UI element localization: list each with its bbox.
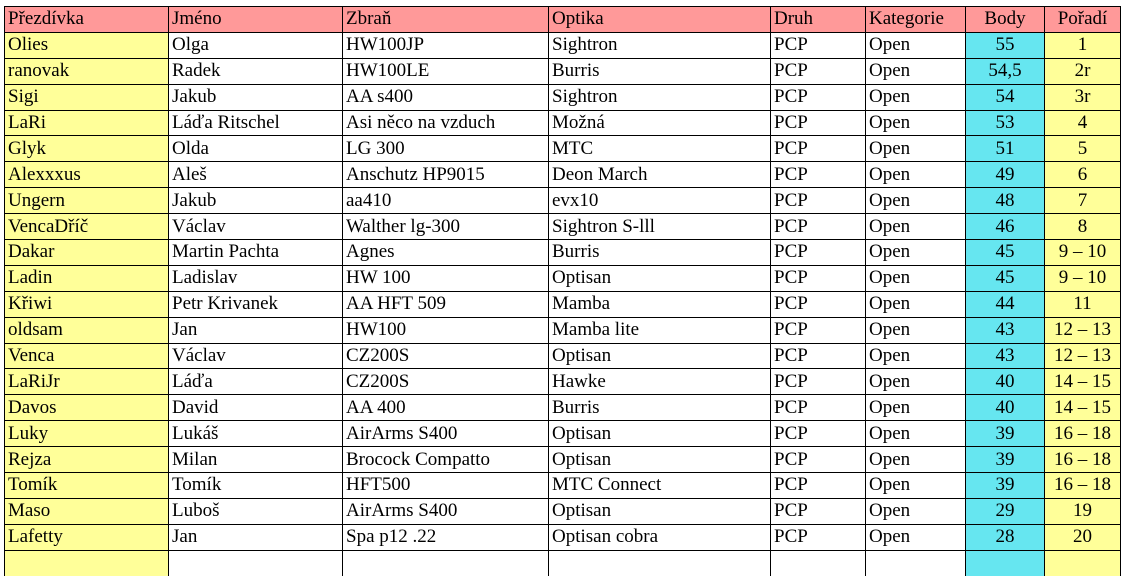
cell-category: Open <box>866 32 966 58</box>
cell-points: 39 <box>966 473 1045 499</box>
cell-name: Václav <box>169 343 343 369</box>
cell-points: 43 <box>966 317 1045 343</box>
header-rank: Pořadí <box>1045 7 1121 33</box>
cell-gun: AA HFT 509 <box>343 291 549 317</box>
cell-points: 40 <box>966 395 1045 421</box>
cell-nickname: Ungern <box>5 188 169 214</box>
cell-category: Open <box>866 498 966 524</box>
cell-gun: Anschutz HP9015 <box>343 162 549 188</box>
table-row <box>5 317 1121 343</box>
cell-type: PCP <box>771 58 866 84</box>
cell-points: 49 <box>966 162 1045 188</box>
cell-name: Milan <box>169 447 343 473</box>
cell-type: PCP <box>771 240 866 266</box>
cell-points: 43 <box>966 343 1045 369</box>
cell-gun: AA 400 <box>343 395 549 421</box>
cell-points: 55 <box>966 32 1045 58</box>
table-row <box>5 162 1121 188</box>
cell-name: Aleš <box>169 162 343 188</box>
table-row <box>5 395 1121 421</box>
cell-name: Petr Krivanek <box>169 291 343 317</box>
cell-gun: HFT500 <box>343 473 549 499</box>
cell-nickname: LaRiJr <box>5 369 169 395</box>
cell-points: 51 <box>966 136 1045 162</box>
cell-type: PCP <box>771 188 866 214</box>
cell-category: Open <box>866 58 966 84</box>
results-body <box>5 32 1121 575</box>
cell-gun: Agnes <box>343 240 549 266</box>
cell-type: PCP <box>771 214 866 240</box>
cell-optics: Sightron S-lll <box>549 214 771 240</box>
results-table <box>4 6 1121 576</box>
cell-nickname: VencaDříč <box>5 214 169 240</box>
cell-gun: aa410 <box>343 188 549 214</box>
cell-nickname: Sigi <box>5 84 169 110</box>
header-row <box>5 7 1121 33</box>
cell-name: Láďa <box>169 369 343 395</box>
cell-type <box>771 550 866 575</box>
cell-rank: 5 <box>1045 136 1121 162</box>
cell-name: Lukáš <box>169 421 343 447</box>
table-row <box>5 136 1121 162</box>
cell-points: 29 <box>966 498 1045 524</box>
cell-type: PCP <box>771 369 866 395</box>
cell-name: Jan <box>169 524 343 550</box>
cell-points: 45 <box>966 265 1045 291</box>
cell-nickname: Ladin <box>5 265 169 291</box>
cell-type: PCP <box>771 32 866 58</box>
cell-optics: Možná <box>549 110 771 136</box>
cell-name: Jan <box>169 317 343 343</box>
cell-gun: AA s400 <box>343 84 549 110</box>
cell-rank: 4 <box>1045 110 1121 136</box>
table-row <box>5 58 1121 84</box>
header-type: Druh <box>771 7 866 33</box>
cell-category: Open <box>866 188 966 214</box>
cell-name: Tomík <box>169 473 343 499</box>
cell-rank: 12 – 13 <box>1045 343 1121 369</box>
cell-rank: 16 – 18 <box>1045 447 1121 473</box>
cell-points: 39 <box>966 421 1045 447</box>
cell-optics: Optisan <box>549 343 771 369</box>
cell-optics: Optisan <box>549 265 771 291</box>
cell-rank: 8 <box>1045 214 1121 240</box>
cell-nickname: Tomík <box>5 473 169 499</box>
cell-optics: Deon March <box>549 162 771 188</box>
cell-nickname: Luky <box>5 421 169 447</box>
cell-optics: Hawke <box>549 369 771 395</box>
cell-optics: Mamba lite <box>549 317 771 343</box>
cell-rank: 11 <box>1045 291 1121 317</box>
cell-gun: Walther lg-300 <box>343 214 549 240</box>
cell-type: PCP <box>771 84 866 110</box>
cell-type: PCP <box>771 162 866 188</box>
cell-name: Radek <box>169 58 343 84</box>
table-row <box>5 291 1121 317</box>
cell-gun: HW100JP <box>343 32 549 58</box>
cell-optics: MTC Connect <box>549 473 771 499</box>
header-category: Kategorie <box>866 7 966 33</box>
cell-nickname: Alexxxus <box>5 162 169 188</box>
cell-name: David <box>169 395 343 421</box>
cell-gun: HW100 <box>343 317 549 343</box>
table-row <box>5 84 1121 110</box>
cell-name: Václav <box>169 214 343 240</box>
cell-type: PCP <box>771 265 866 291</box>
cell-gun: LG 300 <box>343 136 549 162</box>
cell-nickname <box>5 550 169 575</box>
table-row <box>5 240 1121 266</box>
cell-optics: Optisan <box>549 421 771 447</box>
cell-type: PCP <box>771 136 866 162</box>
cell-type: PCP <box>771 421 866 447</box>
cell-points: 45 <box>966 240 1045 266</box>
cell-rank <box>1045 550 1121 575</box>
cell-type: PCP <box>771 498 866 524</box>
cell-type: PCP <box>771 110 866 136</box>
cell-rank: 9 – 10 <box>1045 265 1121 291</box>
cell-points: 46 <box>966 214 1045 240</box>
cell-rank: 12 – 13 <box>1045 317 1121 343</box>
table-row <box>5 473 1121 499</box>
cell-category: Open <box>866 214 966 240</box>
cell-points: 54 <box>966 84 1045 110</box>
cell-rank: 6 <box>1045 162 1121 188</box>
cell-points: 54,5 <box>966 58 1045 84</box>
cell-rank: 14 – 15 <box>1045 395 1121 421</box>
cell-gun: Asi něco na vzduch <box>343 110 549 136</box>
cell-gun: Brocock Compatto <box>343 447 549 473</box>
table-row <box>5 498 1121 524</box>
table-row <box>5 550 1121 575</box>
cell-optics: Burris <box>549 395 771 421</box>
cell-nickname: LaRi <box>5 110 169 136</box>
cell-optics: Burris <box>549 58 771 84</box>
cell-points: 39 <box>966 447 1045 473</box>
table-row <box>5 421 1121 447</box>
cell-optics: MTC <box>549 136 771 162</box>
cell-rank: 20 <box>1045 524 1121 550</box>
cell-rank: 1 <box>1045 32 1121 58</box>
cell-rank: 19 <box>1045 498 1121 524</box>
cell-category: Open <box>866 421 966 447</box>
header-optics: Optika <box>549 7 771 33</box>
cell-nickname: Glyk <box>5 136 169 162</box>
cell-gun: Spa p12 .22 <box>343 524 549 550</box>
cell-name: Luboš <box>169 498 343 524</box>
cell-gun: CZ200S <box>343 369 549 395</box>
cell-type: PCP <box>771 343 866 369</box>
table-row <box>5 369 1121 395</box>
cell-category: Open <box>866 291 966 317</box>
cell-rank: 9 – 10 <box>1045 240 1121 266</box>
cell-name: Olga <box>169 32 343 58</box>
header-nickname: Přezdívka <box>5 7 169 33</box>
table-row <box>5 188 1121 214</box>
cell-category: Open <box>866 110 966 136</box>
table-row <box>5 265 1121 291</box>
cell-optics: Optisan <box>549 447 771 473</box>
cell-optics: Optisan cobra <box>549 524 771 550</box>
table-row <box>5 524 1121 550</box>
cell-name: Ladislav <box>169 265 343 291</box>
cell-category: Open <box>866 265 966 291</box>
cell-category: Open <box>866 136 966 162</box>
cell-nickname: Dakar <box>5 240 169 266</box>
cell-rank: 7 <box>1045 188 1121 214</box>
cell-category: Open <box>866 317 966 343</box>
cell-nickname: Maso <box>5 498 169 524</box>
cell-type: PCP <box>771 317 866 343</box>
cell-points: 48 <box>966 188 1045 214</box>
cell-gun <box>343 550 549 575</box>
cell-gun: HW 100 <box>343 265 549 291</box>
cell-category: Open <box>866 447 966 473</box>
cell-points: 53 <box>966 110 1045 136</box>
cell-points: 28 <box>966 524 1045 550</box>
cell-type: PCP <box>771 395 866 421</box>
cell-category: Open <box>866 84 966 110</box>
cell-nickname: ranovak <box>5 58 169 84</box>
cell-gun: AirArms S400 <box>343 498 549 524</box>
cell-nickname: Křiwi <box>5 291 169 317</box>
cell-nickname: Lafetty <box>5 524 169 550</box>
table-row <box>5 447 1121 473</box>
cell-rank: 14 – 15 <box>1045 369 1121 395</box>
cell-gun: HW100LE <box>343 58 549 84</box>
cell-category: Open <box>866 369 966 395</box>
cell-name: Jakub <box>169 188 343 214</box>
cell-type: PCP <box>771 524 866 550</box>
table-row <box>5 32 1121 58</box>
cell-rank: 2r <box>1045 58 1121 84</box>
cell-type: PCP <box>771 473 866 499</box>
cell-name: Olda <box>169 136 343 162</box>
cell-optics: Sightron <box>549 84 771 110</box>
table-row <box>5 110 1121 136</box>
cell-rank: 16 – 18 <box>1045 473 1121 499</box>
cell-name <box>169 550 343 575</box>
cell-optics: Optisan <box>549 498 771 524</box>
cell-nickname: Venca <box>5 343 169 369</box>
header-points: Body <box>966 7 1045 33</box>
cell-points: 44 <box>966 291 1045 317</box>
cell-points <box>966 550 1045 575</box>
cell-category: Open <box>866 240 966 266</box>
cell-nickname: Olies <box>5 32 169 58</box>
cell-category <box>866 550 966 575</box>
cell-name: Láďa Ritschel <box>169 110 343 136</box>
header-gun: Zbraň <box>343 7 549 33</box>
cell-points: 40 <box>966 369 1045 395</box>
table-row <box>5 343 1121 369</box>
cell-category: Open <box>866 162 966 188</box>
cell-optics: Burris <box>549 240 771 266</box>
cell-name: Jakub <box>169 84 343 110</box>
cell-rank: 16 – 18 <box>1045 421 1121 447</box>
cell-nickname: Davos <box>5 395 169 421</box>
cell-optics: Sightron <box>549 32 771 58</box>
cell-category: Open <box>866 395 966 421</box>
cell-nickname: Rejza <box>5 447 169 473</box>
cell-category: Open <box>866 524 966 550</box>
header-name: Jméno <box>169 7 343 33</box>
cell-rank: 3r <box>1045 84 1121 110</box>
cell-gun: AirArms S400 <box>343 421 549 447</box>
cell-name: Martin Pachta <box>169 240 343 266</box>
cell-gun: CZ200S <box>343 343 549 369</box>
cell-type: PCP <box>771 447 866 473</box>
cell-optics: Mamba <box>549 291 771 317</box>
cell-category: Open <box>866 473 966 499</box>
cell-optics <box>549 550 771 575</box>
cell-category: Open <box>866 343 966 369</box>
cell-optics: evx10 <box>549 188 771 214</box>
cell-type: PCP <box>771 291 866 317</box>
table-row <box>5 214 1121 240</box>
cell-nickname: oldsam <box>5 317 169 343</box>
